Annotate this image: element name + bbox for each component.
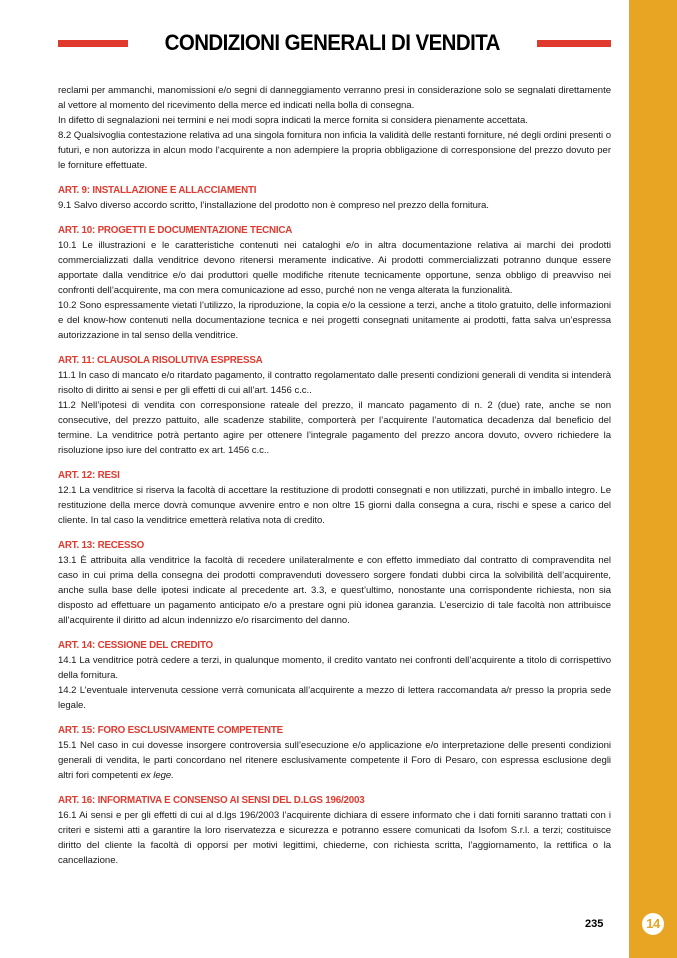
paragraph: 10.2 Sono espressamente vietati l’utilizzo, la riproduzione, la copia e/o la cessione a terzi, anche a titolo gratuito, delle informazioni e del know-how contenuti nella documentazione tecnica e nei progetti consegnati unitamente ai prodotti, fatta salva un’espressa autorizzazione in tal senso della venditrice. <box>58 300 611 341</box>
paragraph: 14.2 L’eventuale intervenuta cessione verrà comunicata all’acquirente a mezzo di lettera raccomandata a/r presso la propria sede legale. <box>58 685 611 711</box>
article-15 <box>58 723 611 783</box>
paragraph: 8.2 Qualsivoglia contestazione relativa ad una singola fornitura non inficia la validità delle restanti forniture, né degli ordini presenti o futuri, e non autorizza in alcun modo l’acquirente a non adempiere la propria obbligazione di corresponsione del prezzo dovuto per le forniture effettuate. <box>58 130 611 171</box>
article-heading: ART. 9: INSTALLAZIONE E ALLACCIAMENTI <box>58 185 257 196</box>
article-16 <box>58 793 611 868</box>
article-heading: ART. 10: PROGETTI E DOCUMENTAZIONE TECNICA <box>58 225 293 236</box>
paragraph: 16.1 Ai sensi e per gli effetti di cui al d.lgs 196/2003 l’acquirente dichiara di essere informato che i dati forniti saranno trattati con i criteri e sistemi atti a garantire la loro riservatezza e sicurezza e potranno essere comunicati da Isofom S.r.l. a terzi; costituisce diritto del cliente la facoltà di opporsi per motivi legittimi, chiederne, con richiesta scritta, l’aggiornamento, la rettifica o la cancellazione. <box>58 810 611 866</box>
article-12 <box>58 468 611 528</box>
paragraph: 11.2 Nell’ipotesi di vendita con corresponsione rateale del prezzo, il mancato pagamento di n. 2 (due) rate, anche se non consecutive, del prezzo pattuito, alle scadenze stabilite, comporterà per l’acquirente l’automatica decadenza dal beneficio del termine. La venditrice potrà pertanto agire per ottenere l’integrale pagamento del prezzo ancora dovuto, ovvero richiedere la risoluzione ipso iure del contratto ex art. 1456 c.c.. <box>58 400 611 456</box>
paragraph: 13.1 È attribuita alla venditrice la facoltà di recedere unilateralmente e con effetto immediato dal contratto di compravendita nel caso in cui prima della consegna dei prodotti compravenduti dovessero sorgere fondati dubbi circa la solvibilità dell’acquirente, anche sulla base delle ipotesi indicate al precedente art. 3.3, e quest’ultimo, nonostante una corrispondente richiesta, non sia disposto ad effettuare un pagamento anticipato e/o a prestare ogni più idonea garanzia. L’esercizio di tale facoltà non attribuisce all’acquirente il diritto ad alcun indennizzo e/o risarcimento del danno. <box>58 555 611 626</box>
article-heading: ART. 16: INFORMATIVA E CONSENSO AI SENSI DEL D.LGS 196/2003 <box>58 795 365 806</box>
paragraph: 9.1 Salvo diverso accordo scritto, l’installazione del prodotto non è compreso nel prezzo della fornitura. <box>58 200 489 211</box>
paragraph: reclami per ammanchi, manomissioni e/o segni di danneggiamento verranno presi in considerazione solo se segnalati direttamente al vettore al momento del ricevimento della merce ed indicati nella bolla di consegna. <box>58 85 611 111</box>
paragraph: 12.1 La venditrice si riserva la facoltà di accettare la restituzione di prodotti consegnati e non utilizzati, purché in imballo integro. Le restituzione della merce dovrà comunque avvenire entro e non oltre 15 giorni dalla consegna a cura, rischi e spese a carico del cliente. In tal caso la venditrice emetterà relativa nota di credito. <box>58 485 611 526</box>
paragraph: 11.1 In caso di mancato e/o ritardato pagamento, il contratto regolamentato dalle presenti condizioni generali di vendita si intenderà risolto di diritto ai sensi e per gli effetti di cui all’art. 1456 c.c.. <box>58 370 611 396</box>
chapter-badge: 14 <box>642 913 664 935</box>
article-heading: ART. 12: RESI <box>58 470 120 481</box>
paragraph: 10.1 Le illustrazioni e le caratteristiche contenuti nei cataloghi e/o in altra documentazione relativa ai marchi dei prodotti commercializzati dalla venditrice devono ritenersi meramente indicative. Ai prodotti commercializzati potranno dunque essere apportate dalla venditrice e/o dai produttori quelle modifiche ritenute tecnicamente opportune, senza obbligo di preavviso nei confronti dell’acquirente, ma con mera comunicazione ad esso, purché non ne venga alterata la funzionalità. <box>58 240 611 296</box>
article-13 <box>58 538 611 628</box>
page-title: CONDIZIONI GENERALI DI VENDITA <box>164 30 501 55</box>
paragraph <box>58 738 611 783</box>
article-heading: ART. 11: CLAUSOLA RISOLUTIVA ESPRESSA <box>58 355 263 366</box>
paragraph-text: 15.1 Nel caso in cui dovesse insorgere controversia sull’esecuzione e/o applicazione e/o interpretazione delle presenti condizioni generali di vendita, le parti concordano nel ritenere esclusivamente competente il Foro di Pesaro, con espressa esclusione degli altri fori competenti <box>58 740 611 781</box>
article-14 <box>58 638 611 713</box>
page-header <box>58 28 611 58</box>
side-strip <box>629 0 677 958</box>
article-heading: ART. 13: RECESSO <box>58 540 145 551</box>
article-heading: ART. 14: CESSIONE DEL CREDITO <box>58 640 213 651</box>
article-heading: ART. 15: FORO ESCLUSIVAMENTE COMPETENTE <box>58 725 283 736</box>
header-bar-right <box>537 40 611 47</box>
article-10 <box>58 223 611 343</box>
page-number: 235 <box>585 918 604 930</box>
paragraph: 14.1 La venditrice potrà cedere a terzi, in qualunque momento, il credito vantato nei confronti dell’acquirente a titolo di corrispettivo della fornitura. <box>58 655 611 681</box>
header-bar-left <box>58 40 128 47</box>
paragraph: In difetto di segnalazioni nei termini e nei modi sopra indicati la merce fornita si considera pienamente accettata. <box>58 115 528 126</box>
article-9 <box>58 183 611 213</box>
document-body <box>58 83 611 868</box>
article-11 <box>58 353 611 458</box>
italic-term: ex lege. <box>140 770 174 781</box>
